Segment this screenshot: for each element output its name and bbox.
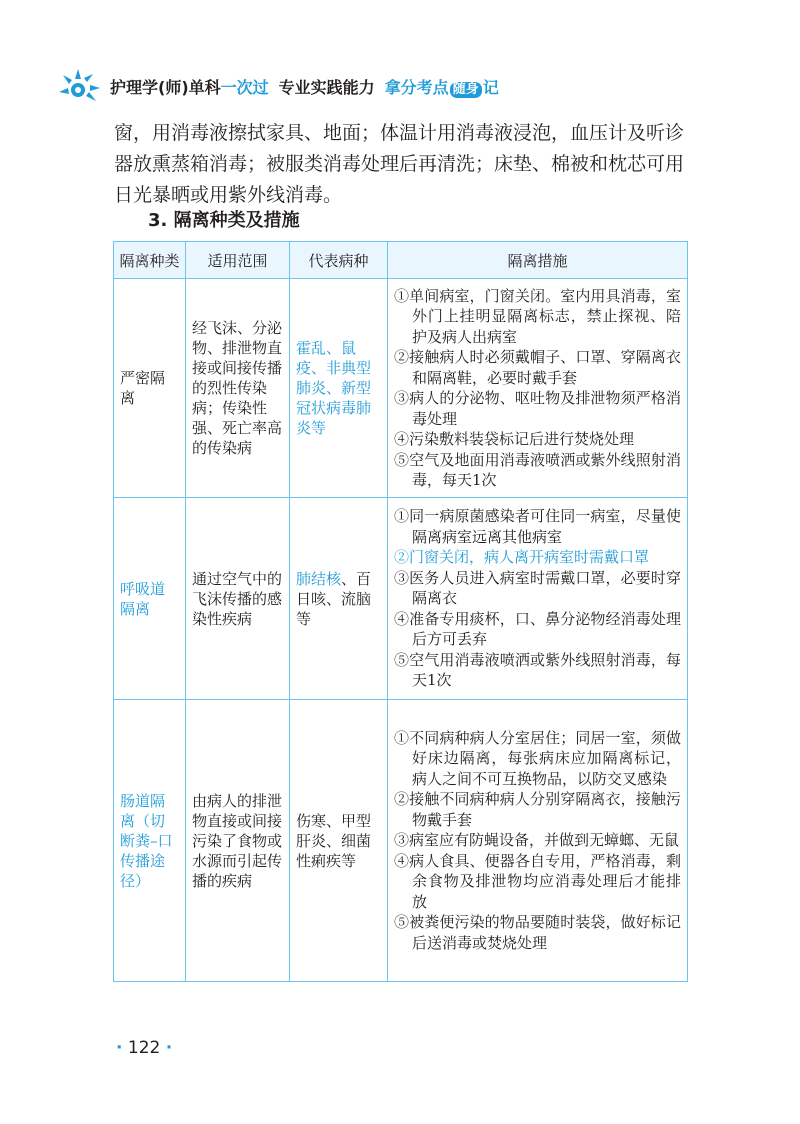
page-number-dot-left: · bbox=[116, 1038, 123, 1058]
measure-item: ⑤空气及地面用消毒液喷洒或紫外线照射消毒，每天1次 bbox=[394, 450, 681, 489]
header-cell: 隔离种类 bbox=[114, 242, 186, 279]
header-cell: 代表病种 bbox=[290, 242, 388, 279]
measure-item: ①单间病室，门窗关闭。室内用具消毒，室外门上挂明显隔离标志，禁止探视、陪护及病人出病室 bbox=[394, 286, 681, 346]
measure-item: ①同一病原菌感染者可住同一病室，尽量使隔离病室远离其他病室 bbox=[394, 507, 681, 546]
measure-item: ⑤空气用消毒液喷洒或紫外线照射消毒，每天1次 bbox=[394, 650, 681, 690]
measure-item: ④污染敷料装袋标记后进行焚烧处理 bbox=[394, 430, 635, 448]
measure-item-highlight: ②门窗关闭，病人离开病室时需戴口罩 bbox=[394, 548, 650, 567]
page-number bbox=[116, 1038, 172, 1058]
intro-paragraph: 窗，用消毒液擦拭家具、地面；体温计用消毒液浸泡，血压计及听诊器放熏蒸箱消毒；被服类消毒处理后再清洗；床垫、棉被和枕芯可用日光暴晒或用紫外线消毒。 bbox=[114, 122, 685, 206]
page-header bbox=[58, 66, 758, 106]
table-row bbox=[114, 498, 688, 700]
table-row bbox=[114, 700, 688, 982]
header-title-part1: 护理学(师)单科 bbox=[110, 78, 221, 97]
page-number-dot-right: · bbox=[165, 1038, 173, 1058]
header-cell: 适用范围 bbox=[186, 242, 290, 279]
measure-item: ③医务人员进入病室时需戴口罩，必要时穿隔离衣 bbox=[394, 568, 681, 608]
header-title-badge: 随身 bbox=[450, 82, 482, 98]
measure-item: ⑤被粪便污染的物品要随时装袋，做好标记后送消毒或焚烧处理 bbox=[394, 913, 681, 952]
scope-cell: 由病人的排泄物直接或间接污染了食物或水源而引起传播的疾病 bbox=[186, 700, 290, 982]
diseases-rest: 、百日咳、流脑等 bbox=[296, 569, 372, 628]
scope-cell: 经飞沫、分泌物、排泄物直接或间接传播的烈性传染病；传染性强、死亡率高的传染病 bbox=[186, 279, 290, 498]
measures-cell bbox=[388, 700, 688, 982]
measure-item: ①不同病种病人分室居住；同居一室，须做好床边隔离，每张病床应加隔离标记，病人之间不可互换物品，以防交叉感染 bbox=[394, 728, 681, 788]
measures-cell bbox=[388, 498, 688, 700]
measure-item: ④准备专用痰杯，口、鼻分泌物经消毒处理后方可丢弃 bbox=[394, 609, 681, 649]
header-title-part3: 专业实践能力 bbox=[278, 78, 375, 97]
measure-item: ②接触病人时必须戴帽子、口罩、穿隔离衣和隔离鞋，必要时戴手套 bbox=[394, 348, 681, 387]
diseases-cell bbox=[290, 498, 388, 700]
measure-item: ②接触不同病种病人分别穿隔离衣，接触污物戴手套 bbox=[394, 790, 681, 829]
table-header-row bbox=[114, 242, 688, 279]
section-title: 3. 隔离种类及措施 bbox=[148, 210, 300, 231]
scope-cell: 通过空气中的飞沫传播的感染性疾病 bbox=[186, 498, 290, 700]
table-row bbox=[114, 279, 688, 498]
measure-item: ④病人食具、便器各自专用，严格消毒，剩余食物及排泄物均应消毒处理后才能排放 bbox=[394, 851, 681, 911]
isolation-type-cell: 呼吸道隔离 bbox=[114, 498, 186, 700]
sun-logo-icon bbox=[58, 66, 104, 106]
isolation-table bbox=[113, 241, 688, 982]
header-title bbox=[110, 75, 499, 98]
diseases-highlight: 肺结核 bbox=[296, 569, 342, 588]
measures-cell bbox=[388, 279, 688, 498]
isolation-type-cell: 严密隔离 bbox=[114, 279, 186, 498]
diseases-cell: 伤寒、甲型肝炎、细菌性痢疾等 bbox=[290, 700, 388, 982]
header-title-part4: 拿分考点 bbox=[384, 78, 449, 97]
isolation-type-cell: 肠道隔离（切断粪–口传播途径） bbox=[114, 700, 186, 982]
header-cell: 隔离措施 bbox=[388, 242, 688, 279]
header-title-part2: 一次过 bbox=[220, 78, 269, 97]
header-title-part5: 记 bbox=[482, 78, 499, 97]
measure-item: ③病人的分泌物、呕吐物及排泄物须严格消毒处理 bbox=[394, 389, 681, 428]
diseases-cell: 霍乱、鼠疫、非典型肺炎、新型冠状病毒肺炎等 bbox=[290, 279, 388, 498]
measure-item: ③病室应有防蝇设备，并做到无蟑螂、无鼠 bbox=[394, 831, 680, 850]
page-number-value: 122 bbox=[127, 1038, 161, 1058]
